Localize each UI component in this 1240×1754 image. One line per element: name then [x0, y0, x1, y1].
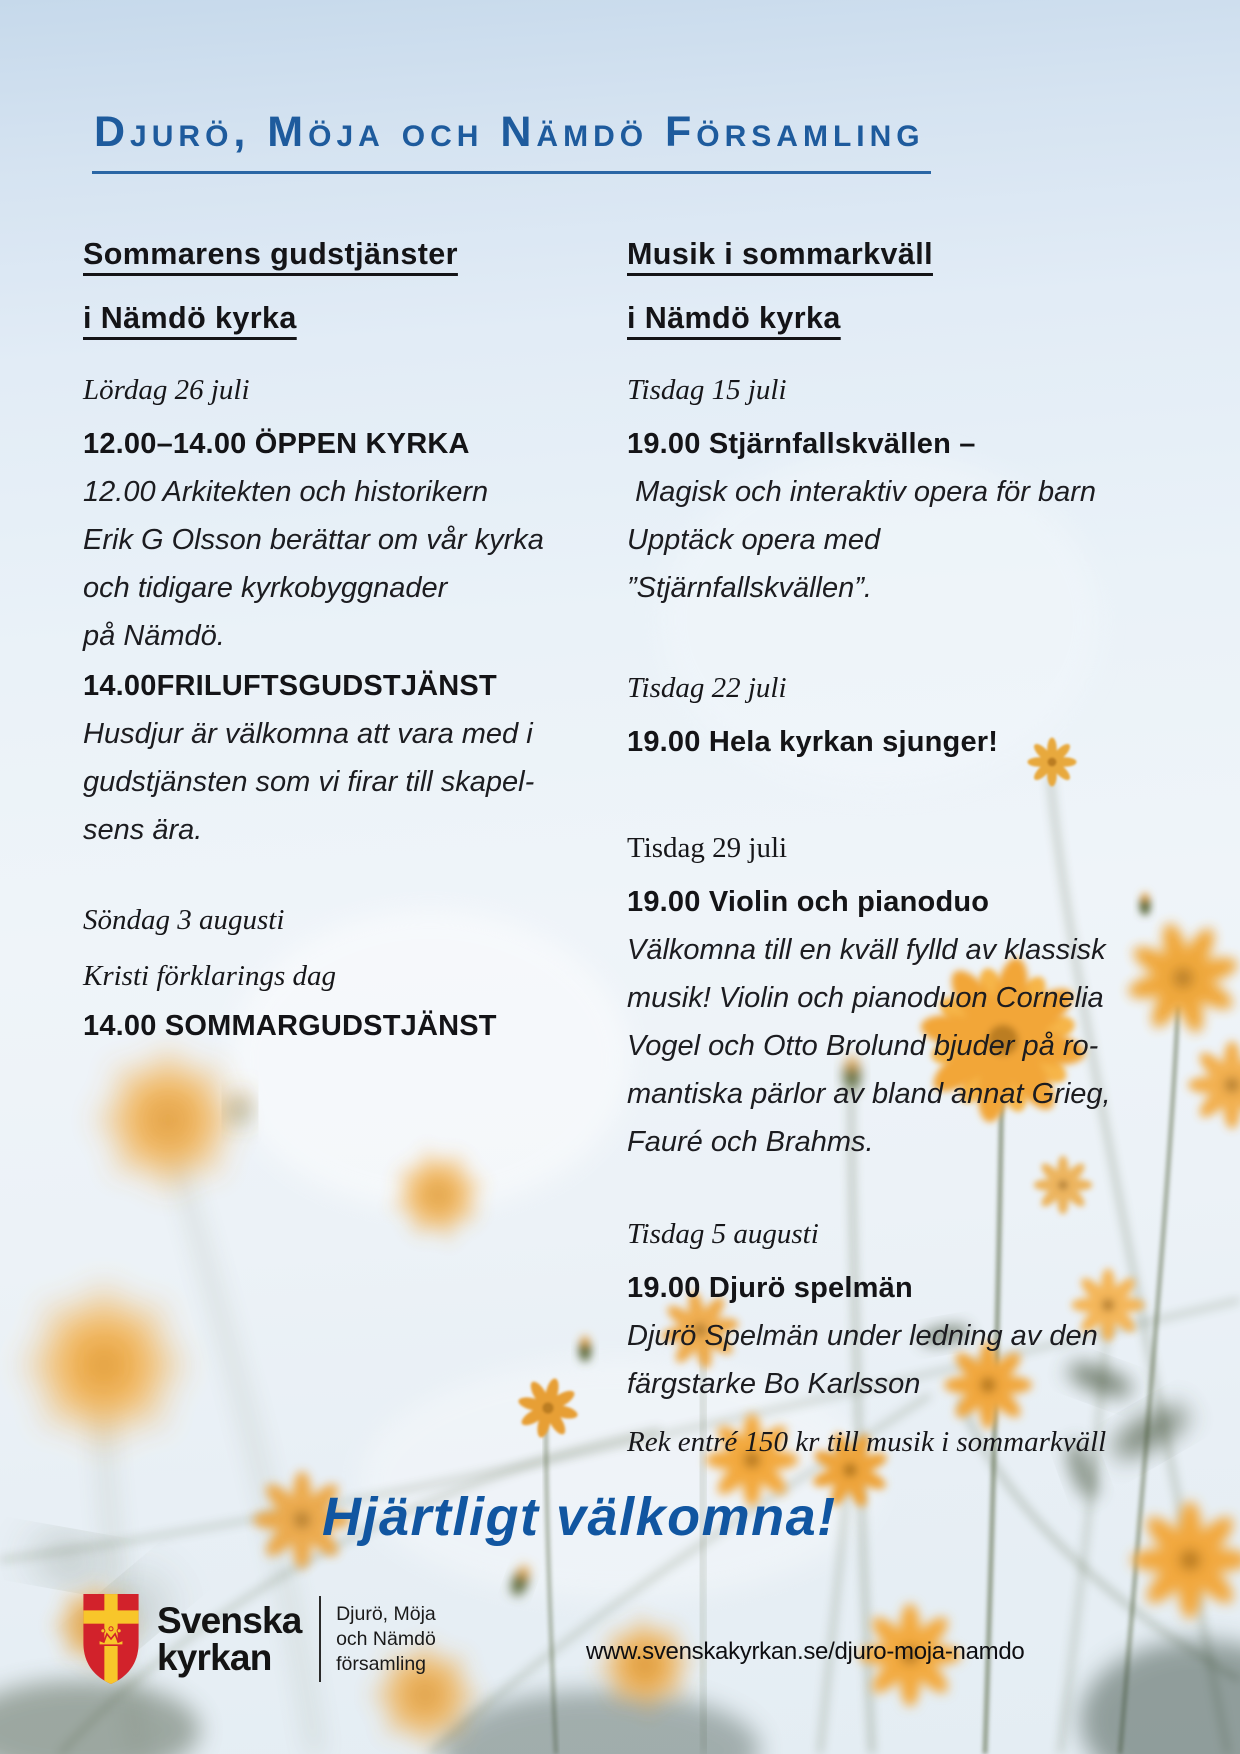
event-description-line: 12.00 Arkitekten och historikern [83, 476, 489, 508]
event-date: Tisdag 22 juli [627, 672, 787, 704]
event-description-line: Djurö Spelmän under ledning av den [627, 1320, 1098, 1352]
event-description-line: och tidigare kyrkobyggnader [83, 572, 448, 604]
parish-line: församling [336, 1652, 427, 1675]
event-time: 19.00 Stjärnfallskvällen – [627, 428, 976, 460]
event-date: Tisdag 15 juli [627, 374, 787, 406]
event-description-line: Husdjur är välkomna att vara med i [83, 718, 533, 750]
footer-divider [319, 1596, 322, 1682]
music-column [627, 222, 1115, 1466]
event-description-line: Upptäck opera med [627, 524, 881, 556]
event-description-line: musik! Violin och pianoduon Cornelia [627, 982, 1104, 1014]
page-title: Djurö, Möja och Nämdö Församling [92, 108, 931, 174]
event-subtitle: Kristi förklarings dag [83, 960, 336, 992]
event-date: Tisdag 29 juli [627, 832, 788, 864]
event-description-line: Erik G Olsson berättar om vår kyrka [83, 524, 544, 556]
event-description-line: på Nämdö. [83, 620, 225, 652]
event-description-line: Fauré och Brahms. [627, 1126, 874, 1158]
services-heading-line: Sommarens gudstjänster [83, 237, 458, 271]
event-description-line: Vogel och Otto Brolund bjuder på ro- [627, 1030, 1099, 1062]
services-heading [83, 222, 561, 350]
music-heading [627, 222, 1115, 350]
music-heading-line: i Nämdö kyrka [627, 301, 841, 335]
parish-name [336, 1602, 436, 1677]
parish-line: och Nämdö [336, 1627, 436, 1650]
event-description-line: gudstjänsten som vi firar till skapel- [83, 766, 535, 798]
event-time: 12.00–14.00 ÖPPEN KYRKA [83, 428, 470, 460]
brand-wordmark [157, 1602, 302, 1676]
event-description-line: ”Stjärnfallskvällen”. [627, 572, 872, 604]
event-description-line: Magisk och interaktiv opera för barn [627, 476, 1097, 508]
brand-line: Svenska [157, 1600, 302, 1641]
event-time: 19.00 Djurö spelmän [627, 1272, 913, 1304]
event-time: 19.00 Hela kyrkan sjunger! [627, 726, 999, 758]
website-url: www.svenskakyrkan.se/djuro-moja-namdo [586, 1638, 1025, 1665]
services-heading-line: i Nämdö kyrka [83, 301, 297, 335]
services-column [83, 222, 561, 1050]
event-date: Söndag 3 augusti [83, 904, 285, 936]
closing-message: Hjärtligt välkomna! [322, 1487, 837, 1547]
svenska-kyrkan-logo [80, 1592, 436, 1686]
event-description-line: sens ära. [83, 814, 203, 846]
brand-line: kyrkan [157, 1637, 272, 1678]
svenska-kyrkan-crown-shield-icon [80, 1592, 142, 1686]
event-description-line: färgstarke Bo Karlsson [627, 1368, 921, 1400]
event-description-line: mantiska pärlor av bland annat Grieg, [627, 1078, 1111, 1110]
music-heading-line: Musik i sommarkväll [627, 237, 933, 271]
event-time: 14.00FRILUFTSGUDSTJÄNST [83, 670, 497, 702]
entry-fee-note: Rek entré 150 kr till musik i sommarkväll [627, 1426, 1107, 1458]
parish-line: Djurö, Möja [336, 1602, 436, 1625]
event-time: 14.00 SOMMARGUDSTJÄNST [83, 1010, 497, 1042]
event-date: Lördag 26 juli [83, 374, 250, 406]
event-date: Tisdag 5 augusti [627, 1218, 819, 1250]
event-time: 19.00 Violin och pianoduo [627, 886, 990, 918]
event-description-line: Välkomna till en kväll fylld av klassisk [627, 934, 1106, 966]
